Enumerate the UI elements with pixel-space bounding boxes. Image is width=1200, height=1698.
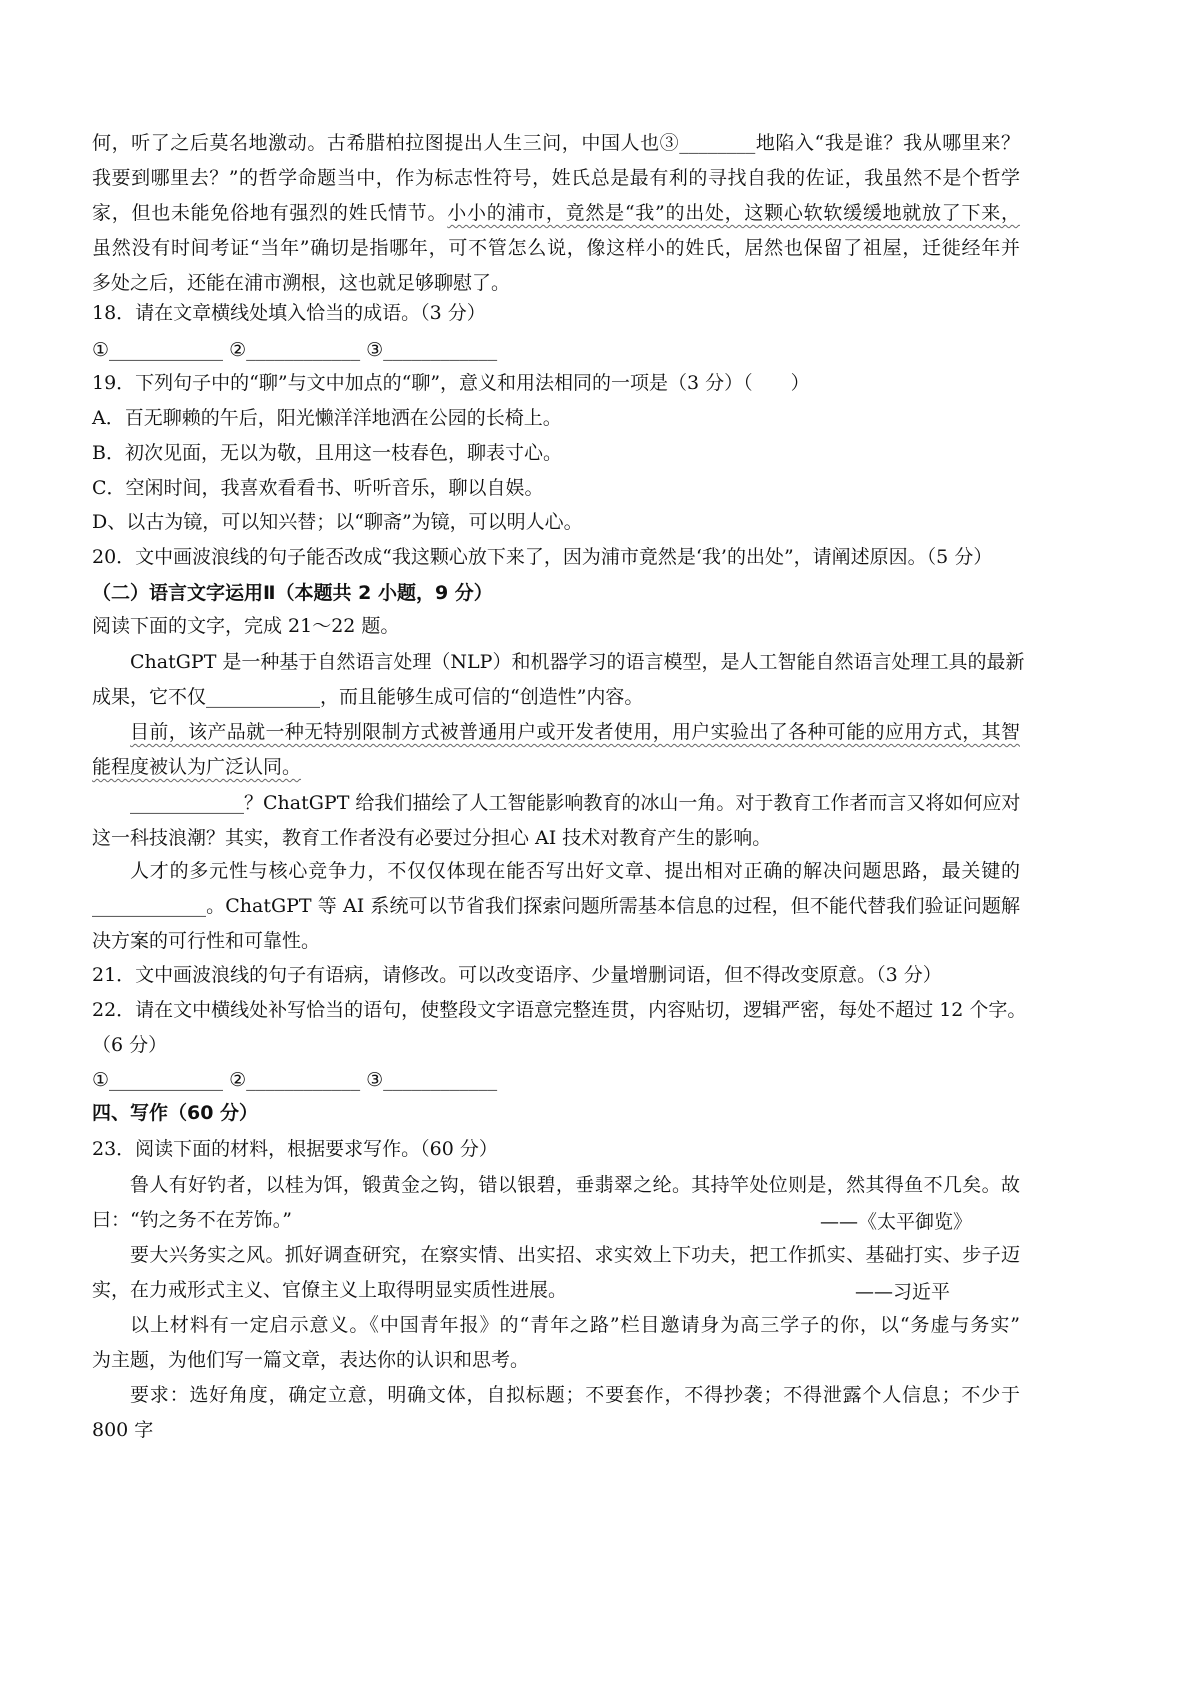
- text-line: [92, 928, 1020, 954]
- text-segment: 家，但也未能免俗地有强烈的姓氏情节。: [92, 202, 448, 224]
- text-segment: 曰：“钓之务不在芳饰。”: [92, 1209, 292, 1231]
- text-line: [92, 1207, 1020, 1233]
- source-xi-jinping: ——习近平: [855, 1281, 951, 1303]
- text-segment: 23．阅读下面的材料，根据要求写作。（60 分）: [92, 1138, 498, 1160]
- text-segment: ____________？ChatGPT 给我们描绘了人工智能影响教育的冰山一角。对于教育工作者而言又将如何应对: [130, 792, 1021, 814]
- text-line: [92, 544, 1020, 570]
- text-segment: ①____________ ②____________ ③____________: [92, 339, 498, 361]
- text-line: [92, 1032, 1020, 1058]
- text-segment: 虽然没有时间考证“当年”确切是指哪年，可不管怎么说，像这样小的姓氏，居然也保留了祖屋，迁徙经年并: [92, 237, 1020, 259]
- text-segment: 为主题，为他们写一篇文章，表达你的认识和思考。: [92, 1349, 530, 1371]
- text-line: [92, 1277, 1020, 1303]
- text-segment: 这一科技浪潮？其实，教育工作者没有必要过分担心 AI 技术对教育产生的影响。: [92, 827, 772, 849]
- text-line: [92, 440, 1020, 466]
- text-segment: C．空闲时间，我喜欢看看书、听听音乐，聊以自娱。: [92, 477, 544, 499]
- text-line: [130, 1172, 1020, 1198]
- text-line: [130, 1242, 1020, 1268]
- text-segment: 人才的多元性与核心竞争力，不仅仅体现在能否写出好文章、提出相对正确的解决问题思路，最关键的: [130, 860, 1020, 882]
- text-segment: ①____________ ②____________ ③____________: [92, 1069, 498, 1091]
- text-segment: 实，在力戒形式主义、官僚主义上取得明显实质性进展。: [92, 1279, 568, 1301]
- text-line: [92, 270, 1020, 296]
- text-line: [92, 893, 1020, 919]
- text-segment: 鲁人有好钓者，以桂为饵，锻黄金之钩，错以银碧，垂翡翠之纶。其持竿处位则是，然其得鱼不几矣。故: [130, 1174, 1020, 1196]
- wavy-underlined-text: 目前，该产品就一种无特别限制方式被普通用户或开发者使用，用户实验出了各种可能的应用方式，其智: [130, 721, 1020, 743]
- text-segment: ChatGPT 是一种基于自然语言处理（NLP）和机器学习的语言模型，是人工智能自然语言处理工具的最新: [130, 651, 1025, 673]
- text-line: [92, 754, 1020, 780]
- text-segment: B．初次见面，无以为敬，且用这一枝春色，聊表寸心。: [92, 442, 562, 464]
- text-line: [92, 1067, 1020, 1093]
- text-segment: 19．下列句子中的“聊”与文中加点的“聊”，意义和用法相同的一项是（3 分）（ ）: [92, 372, 810, 394]
- text-line: [92, 337, 1020, 363]
- text-segment: （6 分）: [92, 1034, 168, 1056]
- text-line: [92, 405, 1020, 431]
- text-line: [92, 613, 1020, 639]
- text-line: [130, 649, 1025, 675]
- text-line: [92, 684, 1020, 710]
- text-line: [92, 130, 1020, 156]
- text-line: [92, 1136, 1020, 1162]
- text-line: [92, 165, 1020, 191]
- text-segment: 20．文中画波浪线的句子能否改成“我这颗心放下来了，因为浦市竟然是‘我’的出处”，请阐述原因。（5 分）: [92, 546, 993, 568]
- text-line: [92, 1417, 1020, 1443]
- text-segment: A．百无聊赖的午后，阳光懒洋洋地洒在公园的长椅上。: [92, 407, 562, 429]
- text-segment: 要大兴务实之风。抓好调查研究，在察实情、出实招、求实效上下功夫，把工作抓实、基础打实、步子迈: [130, 1244, 1020, 1266]
- section-heading: [92, 580, 1020, 606]
- text-line: [92, 300, 1020, 326]
- text-line: [130, 1382, 1020, 1408]
- text-segment: 阅读下面的文字，完成 21～22 题。: [92, 615, 400, 637]
- text-segment: 22．请在文中横线处补写恰当的语句，使整段文字语意完整连贯，内容贴切，逻辑严密，每处不超过 12 个字。: [92, 999, 1027, 1021]
- text-segment: 我要到哪里去？”的哲学命题当中，作为标志性符号，姓氏总是最有利的寻找自我的佐证，我虽然不是个哲学: [92, 167, 1020, 189]
- section-heading: [92, 1100, 1020, 1126]
- text-line: [92, 509, 1020, 535]
- text-segment: 18．请在文章横线处填入恰当的成语。（3 分）: [92, 302, 486, 324]
- text-line: [92, 475, 1020, 501]
- text-segment: 成果，它不仅____________，而且能够生成可信的“创造性”内容。: [92, 686, 644, 708]
- text-segment: 多处之后，还能在浦市溯根，这也就足够聊慰了。: [92, 272, 511, 294]
- text-line: [130, 790, 1020, 816]
- text-segment: 四、写作（60 分）: [92, 1102, 259, 1124]
- text-segment: 以上材料有一定启示意义。《中国青年报》的“青年之路”栏目邀请身为高三学子的你，以“务虚与务实”: [130, 1314, 1020, 1336]
- text-line: [92, 200, 1020, 226]
- text-line: [92, 1347, 1020, 1373]
- text-segment: （二）语言文字运用Ⅱ（本题共 2 小题，9 分）: [92, 582, 493, 604]
- wavy-underlined-text: 小小的浦市，竟然是“我”的出处，这颗心软软缓缓地就放了下来，: [447, 202, 1020, 224]
- text-line: [92, 370, 1020, 396]
- text-segment: D、以古为镜，可以知兴替；以“聊斋”为镜，可以明人心。: [92, 511, 583, 533]
- text-line: [92, 825, 1020, 851]
- text-segment: 决方案的可行性和可靠性。: [92, 930, 321, 952]
- text-segment: 要求：选好角度，确定立意，明确文体，自拟标题；不要套作，不得抄袭；不得泄露个人信息；不少于: [130, 1384, 1020, 1406]
- text-line: [130, 1312, 1020, 1338]
- text-segment: ____________。ChatGPT 等 AI 系统可以节省我们探索问题所需基本信息的过程，但不能代替我们验证问题解: [92, 895, 1020, 917]
- text-line: [130, 719, 1020, 745]
- text-line: [92, 235, 1020, 261]
- text-line: [92, 997, 1027, 1023]
- text-segment: 800 字: [92, 1419, 154, 1441]
- source-taiping-yulan: ——《太平御览》: [820, 1211, 973, 1233]
- text-line: [130, 858, 1020, 884]
- wavy-underlined-text: 能程度被认为广泛认同。: [92, 756, 302, 778]
- text-line: [92, 962, 1020, 988]
- text-segment: 何，听了之后莫名地激动。古希腊柏拉图提出人生三问，中国人也③________地陷入“我是谁？我从哪里来？: [92, 132, 1020, 154]
- text-segment: 21．文中画波浪线的句子有语病，请修改。可以改变语序、少量增删词语，但不得改变原意。（3 分）: [92, 964, 942, 986]
